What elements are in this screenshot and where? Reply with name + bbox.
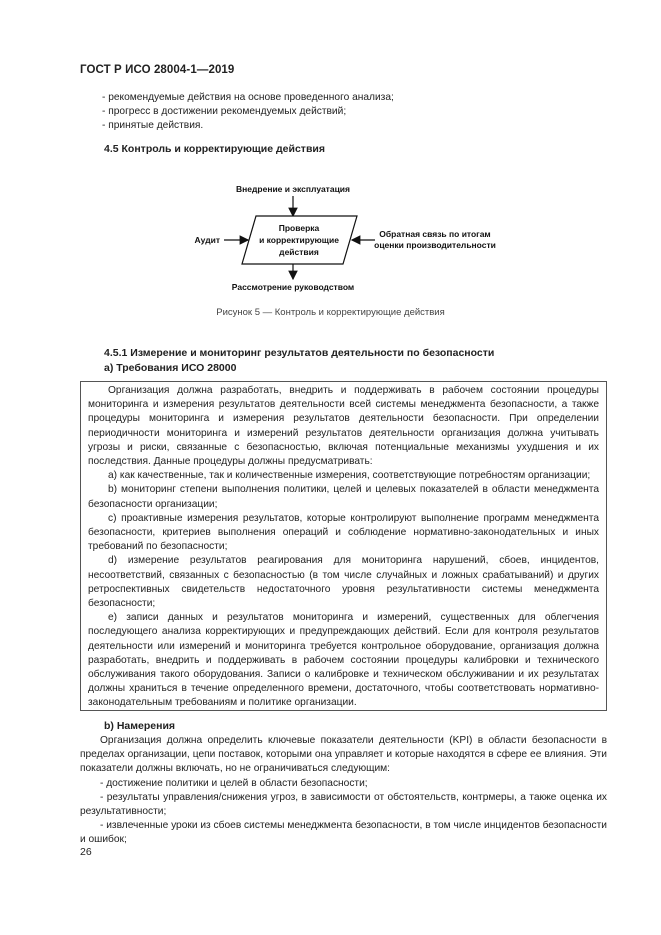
diagram-top-input-label: Внедрение и эксплуатация bbox=[236, 184, 350, 194]
document-header: ГОСТ Р ИСО 28004-1—2019 bbox=[80, 64, 235, 76]
list-item: - принятые действия. bbox=[102, 120, 204, 131]
requirements-paragraph: Организация должна разработать, внедрить и поддерживать в рабочем состоянии процедуры мониторинга и измерения результатов деятельности всей системы менеджмента безопасности, а также процедуры мониторинга и измерения результатов деятельности безопасности. При определении периодичности мониторинга и измерений результатов деятельности организация должна учитывать угрозы и риски, связанные с безопасностью, включая потенциальные механизмы ухудшения и их последствия. Данные процедуры должны предусматривать: bbox=[88, 385, 599, 468]
requirements-paragraph: а) как качественные, так и количественные измерения, соответствующие потребностям организации; bbox=[108, 470, 591, 482]
diagram-left-input-label: Аудит bbox=[194, 235, 220, 245]
page-number: 26 bbox=[80, 846, 92, 858]
requirements-box-text bbox=[88, 384, 599, 711]
control-diagram bbox=[180, 178, 500, 298]
list-item: - прогресс в достижении рекомендуемых действий; bbox=[102, 106, 347, 117]
body-paragraph: - извлеченные уроки из сбоев системы менеджмента безопасности, в том числе инцидентов безопасности и ошибок; bbox=[80, 820, 607, 846]
diagram-center-line3: действия bbox=[279, 247, 319, 257]
list-item: - рекомендуемые действия на основе проведенного анализа; bbox=[102, 92, 394, 103]
body-paragraph: - достижение политики и целей в области безопасности; bbox=[100, 777, 368, 789]
requirements-paragraph: е) записи данных и результатов мониторинга и измерений, существенных для облегчения последующего анализа корректирующих и предупреждающих действий. Если для контроля результатов деятельности или измерений и мониторинга требуется контрольное оборудование, организация должна разработать, внедрить и поддерживать в рабочем состоянии процедуры калибровки и технического обслуживания такого оборудования. Записи о калибровке и техническом обслуживании и их результатах должны храниться в течение определенного времени, достаточного, чтобы соответствовать нормативно-законодательным требованиям и политике организации. bbox=[88, 612, 599, 709]
intentions-text bbox=[80, 734, 607, 848]
intentions-heading: b) Намерения bbox=[104, 720, 176, 732]
body-paragraph: Организация должна определить ключевые показатели деятельности (KPI) в области безопасности в пределах организации, цепи поставок, которыми она управляет и которые находятся в сфере ее влияния. Эти показатели должны включать, но не ограничиваться следующим: bbox=[80, 735, 607, 775]
requirements-paragraph: d) измерение результатов реагирования для мониторинга нарушений, сбоев, инцидентов, несоответствий, связанных с безопасностью (в том числе случайных и ложных срабатываний) и других ретроспективных свидетельств недостаточного уровня результативности системы менеджмента безопасности; bbox=[88, 555, 599, 610]
diagram-center-line2: и корректирующие bbox=[259, 235, 339, 245]
section-title: 4.5 Контроль и корректирующие действия bbox=[104, 143, 325, 155]
body-paragraph: - результаты управления/снижения угроз, в зависимости от обстоятельств, контрмеры, а также оценка их результативности; bbox=[80, 791, 607, 818]
diagram-bottom-output-label: Рассмотрение руководством bbox=[231, 282, 355, 292]
diagram-right-input-label-2: оценки производительности bbox=[374, 240, 496, 250]
figure-caption: Рисунок 5 — Контроль и корректирующие действия bbox=[216, 307, 445, 318]
requirements-paragraph: b) мониторинг степени выполнения политики, целей и целевых показателей в области менеджмента безопасности организации; bbox=[88, 484, 599, 510]
requirements-heading: а) Требования ИСО 28000 bbox=[104, 362, 237, 374]
subsection-title: 4.5.1 Измерение и мониторинг результатов деятельности по безопасности bbox=[104, 347, 495, 359]
top-bullet-list bbox=[102, 91, 394, 133]
requirements-paragraph: с) проактивные измерения результатов, которые контролируют выполнение программ менеджмента безопасности, критериев выполнения операций и соблюдение нормативно-законодательных и иных требований по безопасности; bbox=[88, 512, 599, 553]
diagram-center-line1: Проверка bbox=[278, 223, 320, 233]
diagram-right-input-label-1: Обратная связь по итогам bbox=[379, 229, 491, 239]
